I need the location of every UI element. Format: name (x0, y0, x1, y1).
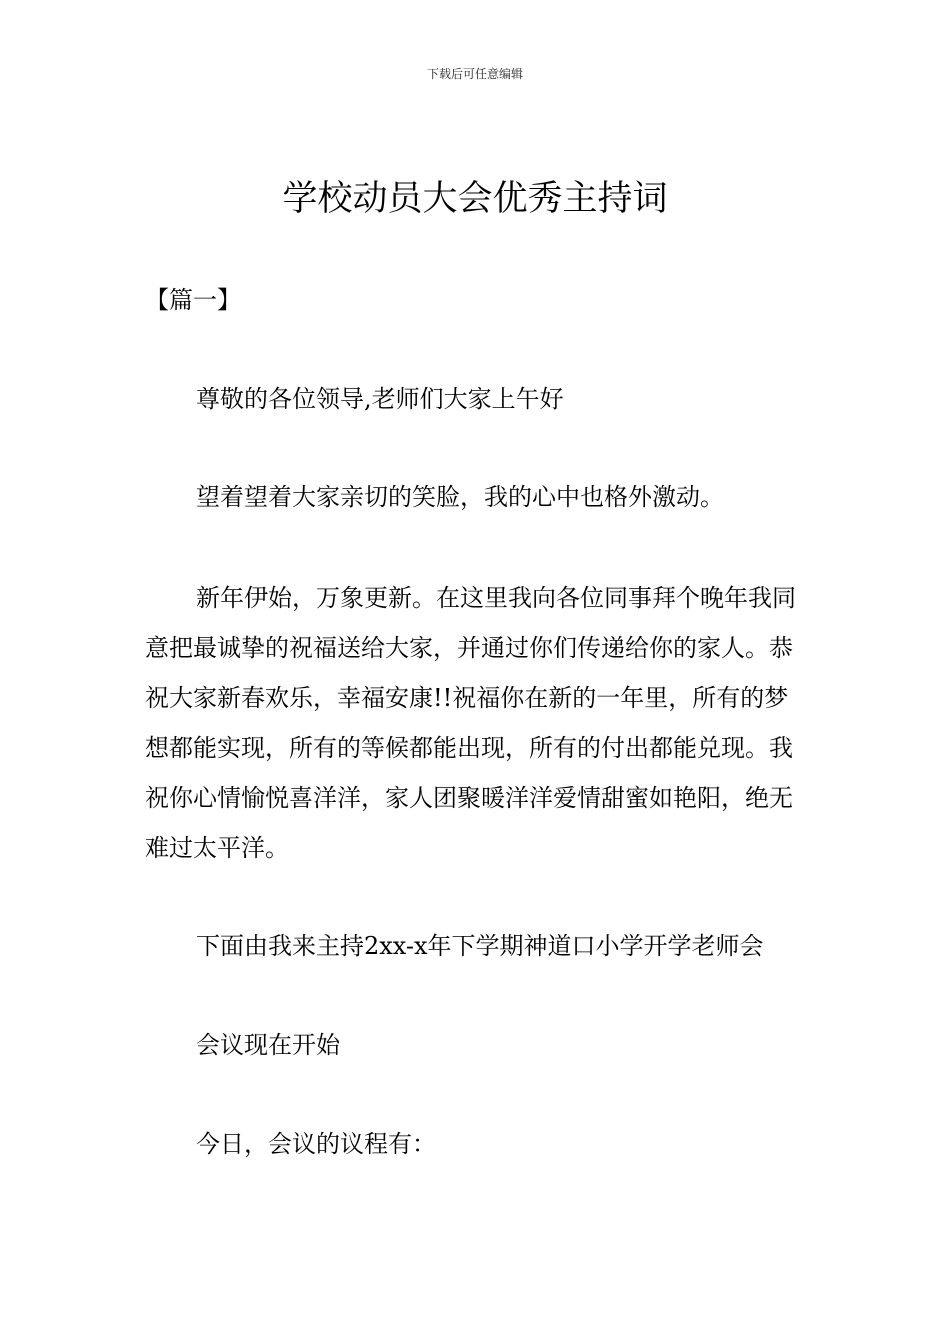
paragraph-greeting: 尊敬的各位领导,老师们大家上午好 (196, 385, 564, 413)
paragraph-agenda: 今日，会议的议程有： (196, 1130, 436, 1158)
paragraph-meeting-intro: 下面由我来主持2xx-x年下学期神道口小学开学老师会 (196, 932, 764, 960)
page-header: 下载后可任意编辑 (426, 67, 523, 81)
section-label: 【篇一】 (145, 286, 241, 314)
paragraph-feeling: 望着望着大家亲切的笑脸，我的心中也格外激动。 (196, 483, 724, 511)
paragraph-new-year-wishes: 新年伊始，万象更新。在这里我向各位同事拜个晚年我同意把最诚挚的祝福送给大家，并通过你们传递给你的家人。恭祝大家新春欢乐，幸福安康!!祝福你在新的一年里，所有的梦想都能实现，所有的等候都能出现，所有的付出都能兑现。我祝你心情愉悦喜洋洋，家人团聚暖洋洋爱情甜蜜如艳阳，绝无难过太平洋。 (145, 584, 796, 862)
document-title: 学校动员大会优秀主持词 (282, 179, 668, 219)
paragraph-meeting-start: 会议现在开始 (196, 1031, 340, 1059)
